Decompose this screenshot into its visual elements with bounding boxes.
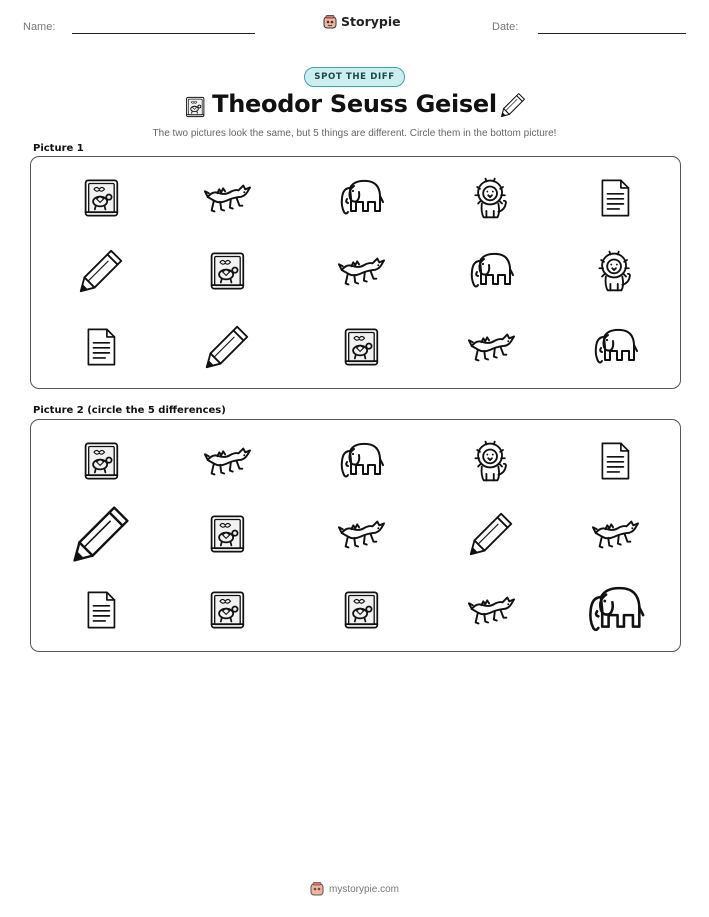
instructions: The two pictures look the same, but 5 things are different. Circle them in the bottom picture! [152,128,557,139]
book-icon [205,588,249,632]
grid-cell[interactable] [467,586,515,634]
dragon-icon [337,247,385,295]
storypie-mascot-icon [310,882,324,896]
grid-cell [80,326,122,368]
lion-icon [468,438,514,484]
grid-cell[interactable] [79,439,123,483]
grid-cell[interactable] [339,588,383,632]
dragon-icon [203,437,251,485]
grid-cell [339,325,383,369]
grid-cell [590,322,640,372]
elephant-icon [590,322,640,372]
document-icon [594,177,636,219]
pencil-icon [71,504,131,564]
pencil-icon [500,92,526,118]
dragon-icon [467,586,515,634]
picture2-label: Picture 2 (circle the 5 differences) [33,405,226,416]
grid-cell[interactable] [71,504,131,564]
picture1-frame [30,156,681,389]
grid-cell[interactable] [337,510,385,558]
footer-site: mystorypie.com [328,883,399,895]
grid-cell [78,248,124,294]
grid-cell[interactable] [205,588,249,632]
pencil-icon [468,511,514,557]
grid-cell[interactable] [468,511,514,557]
dragon-icon [467,323,515,371]
footer [0,882,709,896]
book-icon [205,512,249,556]
pencil-icon [204,324,250,370]
grid-cell[interactable] [591,510,639,558]
book-icon [339,325,383,369]
grid-cell[interactable] [80,589,122,631]
brand-logo [323,14,401,29]
name-line[interactable] [72,33,255,34]
document-icon [80,326,122,368]
grid-cell [204,324,250,370]
spot-the-diff-tag: SPOT THE DIFF [304,67,405,87]
grid-cell [592,248,638,294]
grid-cell [203,174,251,222]
grid-cell [594,177,636,219]
grid-cell [337,247,385,295]
name-label: Name: [23,21,56,33]
grid-cell [79,176,123,220]
elephant-icon [583,578,647,642]
document-icon [80,589,122,631]
picture2-frame[interactable] [30,419,681,652]
grid-cell[interactable] [336,436,386,486]
grid-cell [468,175,514,221]
grid-cell[interactable] [468,438,514,484]
pencil-icon [78,248,124,294]
date-label: Date: [492,21,519,33]
page-title: Theodor Seuss Geisel [212,90,497,118]
pencil-icon [500,92,526,120]
book-icon [339,588,383,632]
book-icon [205,249,249,293]
lion-icon [592,248,638,294]
grid-cell[interactable] [594,440,636,482]
grid-cell[interactable] [203,437,251,485]
lion-icon [468,175,514,221]
elephant-icon [336,173,386,223]
brand-name: Storypie [341,14,401,29]
grid-cell[interactable] [205,512,249,556]
elephant-icon [466,246,516,296]
book-icon [79,176,123,220]
dragon-icon [203,174,251,222]
dragon-icon [591,510,639,558]
storypie-mascot-icon [323,15,337,29]
date-line[interactable] [538,33,686,34]
document-icon [594,440,636,482]
grid-cell [467,323,515,371]
grid-cell [336,173,386,223]
picture1-label: Picture 1 [33,143,84,154]
book-icon [79,439,123,483]
elephant-icon [336,436,386,486]
grid-cell [466,246,516,296]
grid-cell[interactable] [583,578,647,642]
grid-cell [205,249,249,293]
dragon-icon [337,510,385,558]
